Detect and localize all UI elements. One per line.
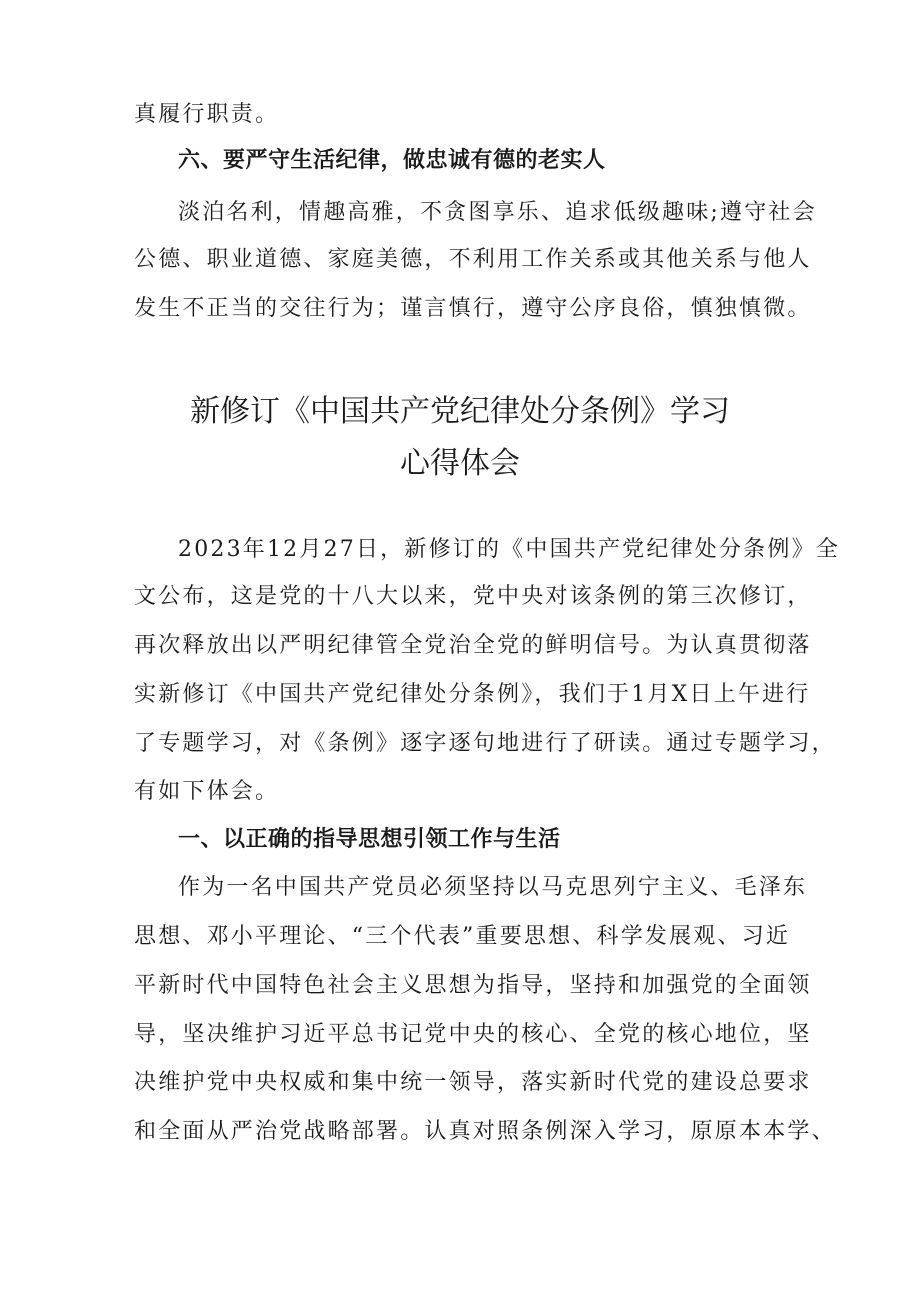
intro-paragraph-line: 有如下体会。 [134,779,280,804]
section-heading-6: 六、要严守生活纪律，做忠诚有德的老实人 [178,148,606,173]
article-title-line-1: 新修订《中国共产党纪律处分条例》学习 [190,394,730,429]
intro-paragraph-line: 再次释放出以严明纪律管全党治全党的鲜明信号。为认真贯彻落 [134,633,812,658]
intro-paragraph-line: 2023年12月27日，新修订的《中国共产党纪律处分条例》全 [178,537,840,562]
section-paragraph-line: 和全面从严治党战略部署。认真对照条例深入学习，原原本本学、 [134,1119,836,1144]
intro-paragraph-line: 文公布，这是党的十八大以来，党中央对该条例的第三次修订， [134,584,812,609]
section-paragraph-line: 思想、邓小平理论、“三个代表”重要思想、科学发展观、习近 [134,924,791,949]
section-paragraph-line: 决维护党中央权威和集中统一领导，落实新时代党的建设总要求 [134,1070,812,1095]
section-paragraph-line: 导，坚决维护习近平总书记党中央的核心、全党的核心地位，坚 [134,1022,812,1047]
section-heading-1: 一、以正确的指导思想引领工作与生活 [178,827,561,852]
section-paragraph-line: 平新时代中国特色社会主义思想为指导，坚持和加强党的全面领 [134,973,812,998]
paragraph-line: 公德、职业道德、家庭美德，不利用工作关系或其他关系与他人 [134,247,812,272]
paragraph-tail-line: 真履行职责。 [134,102,280,127]
intro-paragraph-line: 实新修订《中国共产党纪律处分条例》，我们于1月X日上午进行 [134,682,811,707]
section-paragraph-line: 作为一名中国共产党员必须坚持以马克思列宁主义、毛泽东 [178,875,808,900]
paragraph-line: 淡泊名利，情趣高雅，不贪图享乐、追求低级趣味;遵守社会 [178,200,817,225]
article-title-line-2: 心得体会 [400,446,520,481]
intro-paragraph-line: 了专题学习，对《条例》逐字逐句地进行了研读。通过专题学习， [134,731,836,756]
paragraph-line: 发生不正当的交往行为；谨言慎行，遵守公序良俗，慎独慎微。 [134,296,812,321]
